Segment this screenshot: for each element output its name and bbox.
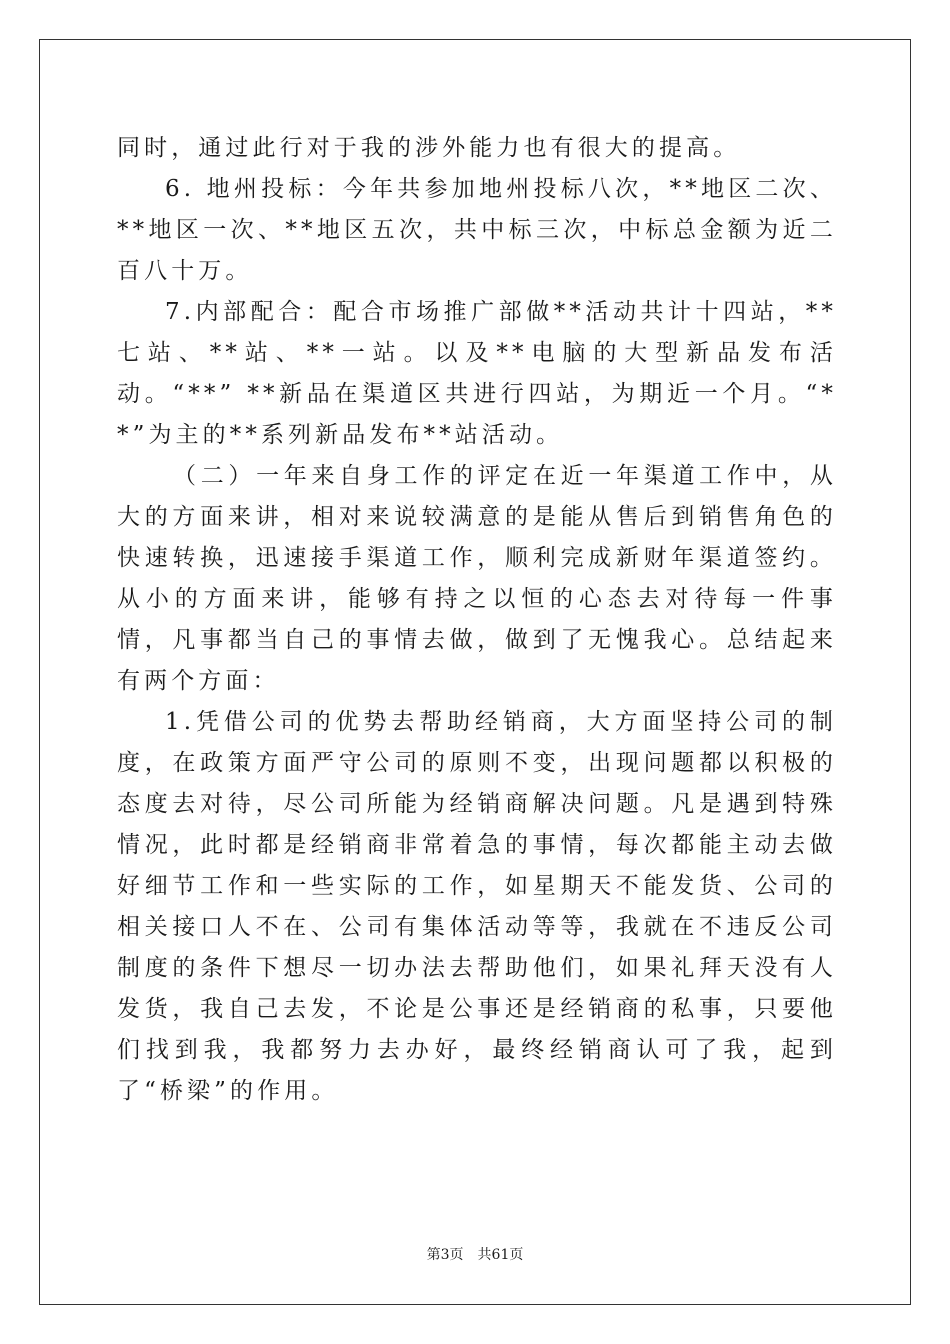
paragraph-item-7: 7.内部配合：配合市场推广部做**活动共计十四站，**七站、**站、**一站。以及**电脑的大型新品发布活动。“**” **新品在渠道区共进行四站，为期近一个月。“**”为主的**系列新品发布**站活动。 [117,299,837,448]
page-number-footer: 第3页 共61页 [426,1247,524,1263]
paragraph-point-1: 1.凭借公司的优势去帮助经销商，大方面坚持公司的制度，在政策方面严守公司的原则不变，出现问题都以积极的态度去对待，尽公司所能为经销商解决问题。凡是遇到特殊情况，此时都是经销商非常着急的事情，每次都能主动去做好细节工作和一些实际的工作，如星期天不能发货、公司的相关接口人不在、公司有集体活动等等，我就在不违反公司制度的条件下想尽一切办法去帮助他们，如果礼拜天没有人发货，我自己去发，不论是公事还是经销商的私事，只要他们找到我，我都努力去办好，最终经销商认可了我，起到了“桥梁”的作用。 [117,709,837,1104]
document-body [117,128,837,1112]
paragraph-item-6: 6. 地州投标：今年共参加地州投标八次，**地区二次、**地区一次、**地区五次，共中标三次，中标总金额为近二百八十万。 [117,176,837,284]
paragraph-section-2: （二）一年来自身工作的评定在近一年渠道工作中，从大的方面来讲，相对来说较满意的是能从售后到销售角色的快速转换，迅速接手渠道工作，顺利完成新财年渠道签约。从小的方面来讲，能够有持之以恒的心态去对待每一件事情，凡事都当自己的事情去做，做到了无愧我心。总结起来有两个方面： [117,463,837,694]
paragraph-continuation: 同时，通过此行对于我的涉外能力也有很大的提高。 [117,135,741,161]
